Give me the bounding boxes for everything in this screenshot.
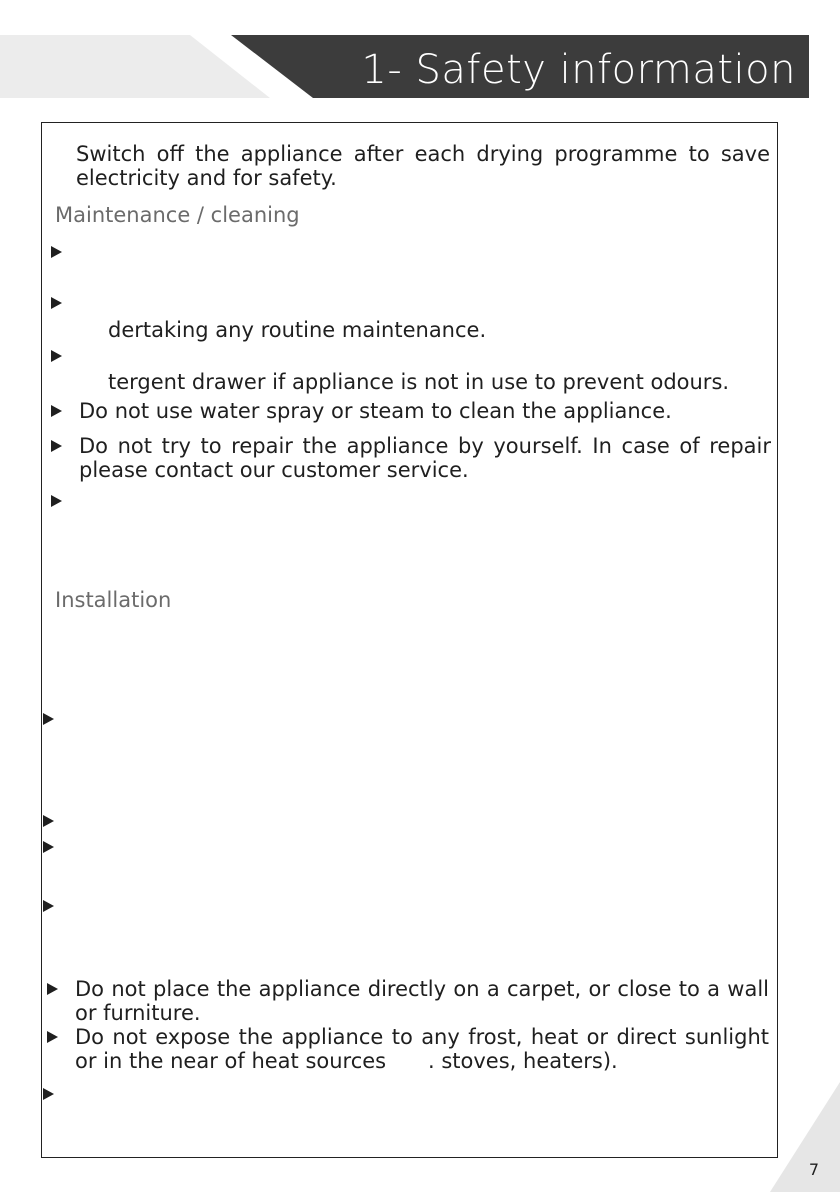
bullet-text-line: Do not use water spray or steam to clean the appliance.: [79, 399, 672, 423]
bullet-arrow-icon: [51, 495, 62, 507]
bullet-text-line: tergent drawer if appliance is not in use to prevent odours.: [108, 370, 730, 394]
bullet-arrow-icon: [51, 405, 62, 417]
page-number: 7: [808, 1160, 819, 1179]
page-title: 1- Safety information: [361, 47, 796, 93]
bullet-arrow-icon: [43, 815, 54, 827]
page-corner-decoration: [770, 1082, 840, 1192]
section-heading-installation: Installation: [55, 588, 172, 612]
paragraph-line: electricity and for safety.: [76, 166, 337, 190]
bullet-text-line: dertaking any routine maintenance.: [108, 318, 487, 342]
bullet-text-line: Do not place the appliance directly on a carpet, or close to a wall: [75, 977, 769, 1001]
bullet-text-line: Do not expose the appliance to any frost, heat or direct sunlight: [75, 1025, 769, 1049]
bullet-arrow-icon: [43, 900, 54, 912]
bullet-arrow-icon: [43, 1088, 54, 1100]
bullet-text-line: or furniture.: [75, 1001, 201, 1025]
bullet-arrow-icon: [43, 713, 54, 725]
bullet-text-line: please contact our customer service.: [79, 458, 469, 482]
bullet-arrow-icon: [51, 297, 62, 309]
bullet-arrow-icon: [51, 440, 62, 452]
bullet-arrow-icon: [47, 983, 58, 995]
bullet-arrow-icon: [51, 246, 62, 258]
bullet-arrow-icon: [51, 350, 62, 362]
bullet-arrow-icon: [47, 1031, 58, 1043]
bullet-text-line: Do not try to repair the appliance by yourself. In case of repair: [79, 434, 771, 458]
bullet-text-line: or in the near of heat sources: [75, 1049, 387, 1073]
bullet-text-line: . stoves, heaters).: [428, 1049, 618, 1073]
section-heading-maintenance: Maintenance / cleaning: [55, 203, 300, 227]
paragraph-line: Switch off the appliance after each drying programme to save: [76, 142, 770, 166]
bullet-arrow-icon: [43, 841, 54, 853]
